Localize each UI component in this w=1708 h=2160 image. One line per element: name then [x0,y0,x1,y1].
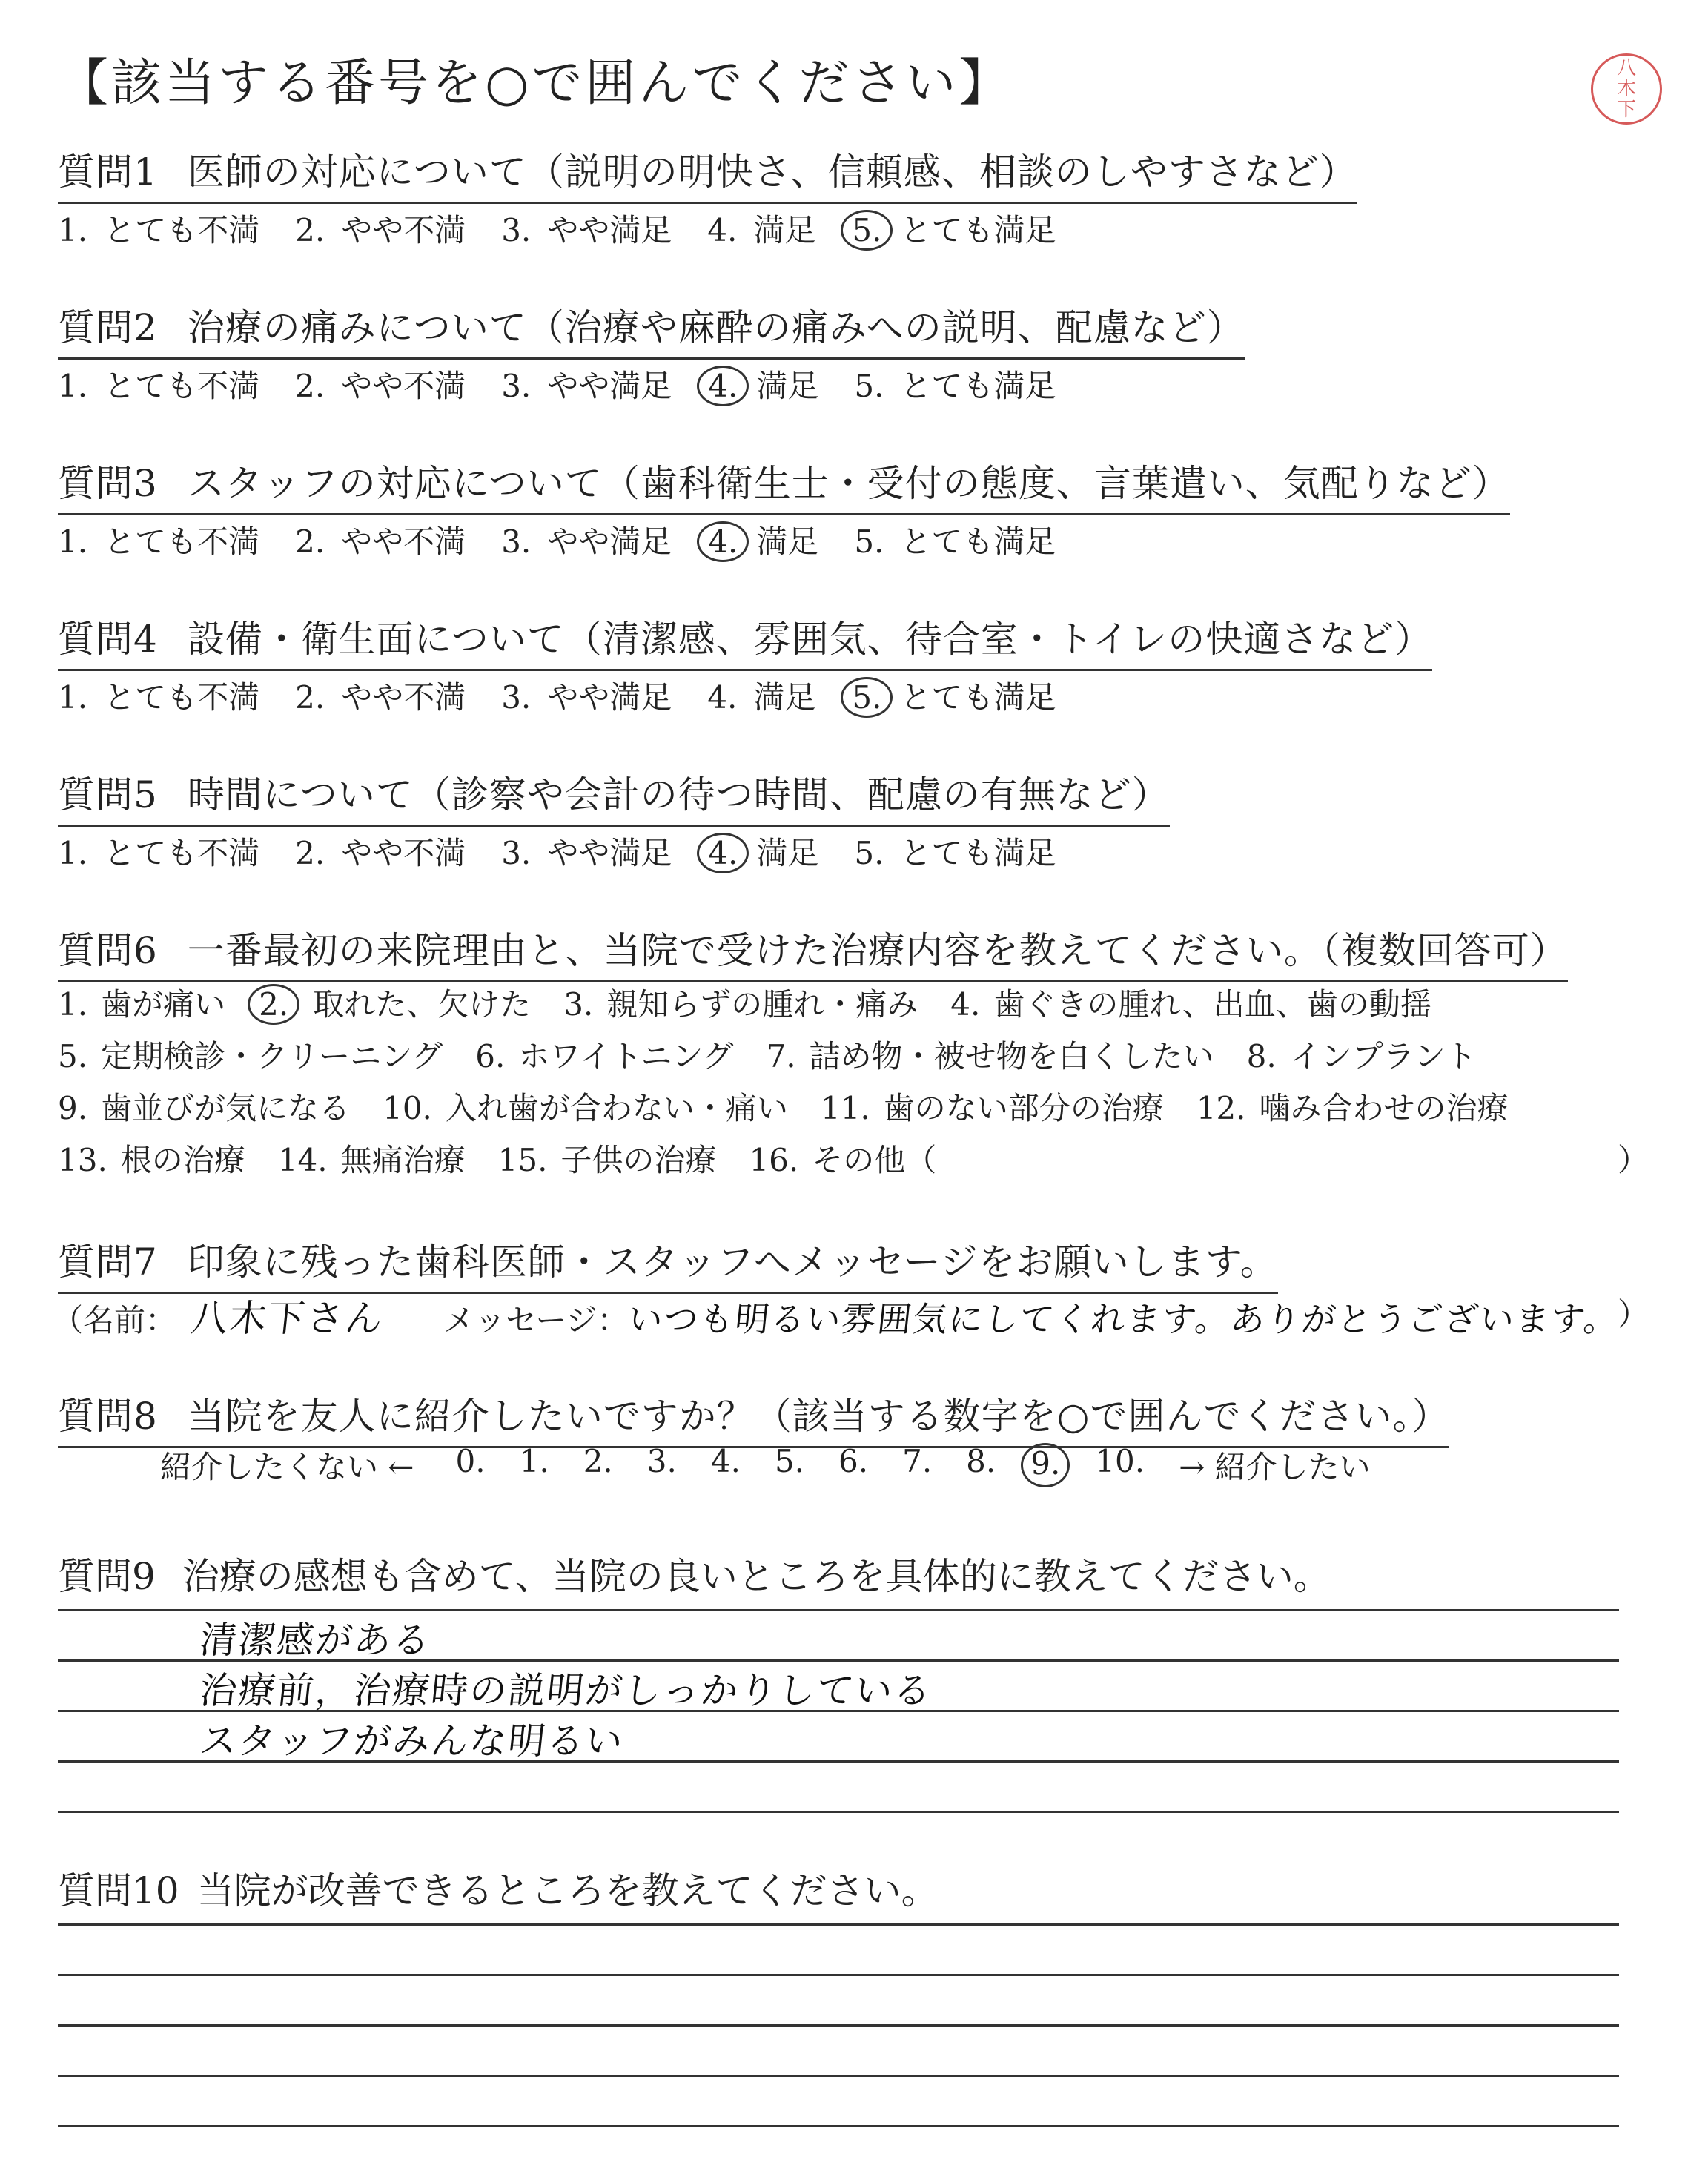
option[interactable]: 4. 満足 [707,212,816,248]
option[interactable]: 1. とても不満 [58,679,260,716]
name-label: （名前： [52,1302,177,1338]
question-4-heading [58,610,1432,671]
option-selected[interactable]: 4. 満足 [707,518,818,562]
question-5-options [58,829,1091,873]
question-text: 印象に残った歯科医師・スタッフへメッセージをお願いします。 [187,1241,1278,1284]
scale-option[interactable]: 2. [583,1443,613,1479]
scale-option[interactable]: 3. [646,1443,677,1479]
question-number: 質問9 [58,1555,156,1598]
scale-option[interactable]: 1. [519,1443,549,1479]
message-label: メッセージ： [443,1302,629,1338]
question-number: 質問8 [58,1395,158,1438]
scale-option[interactable]: 8. [966,1443,996,1479]
option[interactable]: 3. 親知らずの腫れ・痛み [563,986,918,1023]
option[interactable]: 5. とても満足 [854,368,1056,404]
option-selected[interactable]: 5. とても満足 [851,673,1056,718]
answer-line [58,2075,1619,2077]
option[interactable]: 14. 無痛治療 [277,1142,466,1178]
option[interactable]: 5. 定期検診・クリーニング [58,1038,443,1074]
question-number: 質問5 [58,773,158,816]
option[interactable]: 5. とても満足 [854,835,1056,871]
answer-line [58,2125,1619,2127]
option[interactable]: 2. やや不満 [295,212,466,248]
option[interactable]: 2. やや不満 [295,679,466,716]
question-number: 質問3 [58,462,158,505]
answer-text[interactable]: スタッフがみんな明るい [197,1720,626,1763]
question-2-heading [58,298,1245,360]
scale-option[interactable]: 6. [838,1443,869,1479]
question-text: 一番最初の来院理由と、当院で受けた治療内容を教えてください。（複数回答可） [187,929,1568,972]
question-3-options [58,518,1091,562]
question-6-row [58,1084,1541,1129]
scale-option[interactable]: 10. [1095,1443,1145,1479]
question-number: 質問10 [58,1869,179,1912]
option[interactable]: 9. 歯並びが気になる [58,1090,351,1126]
answer-line [58,1811,1619,1813]
question-text: 設備・衛生面について（清潔感、雰囲気、待合室・トイレの快適さなど） [187,618,1433,661]
question-number: 質問1 [58,151,158,194]
question-text: 治療の痛みについて（治療や麻酔の痛みへの説明、配慮など） [187,306,1245,349]
other-close-paren: ） [1618,1142,1649,1178]
question-number: 質問2 [58,306,158,349]
option[interactable]: 1. 歯が痛い [58,986,226,1023]
answer-text[interactable]: 治療前，治療時の説明がしっかりしている [197,1669,935,1712]
name-field[interactable]: 八木下さん [188,1297,386,1340]
option[interactable]: 11. 歯のない部分の治療 [820,1090,1164,1126]
answer-text[interactable]: 清潔感がある [197,1619,434,1662]
option-selected[interactable]: 4. 満足 [707,362,818,406]
question-text: 医師の対応について（説明の明快さ、信頼感、相談のしやすさなど） [187,151,1357,194]
option[interactable]: 2. やや不満 [295,368,466,404]
question-7-heading [58,1232,1278,1294]
question-4-options [58,673,1091,718]
scale-option[interactable]: 4. [710,1443,741,1479]
name-seal-stamp [1591,53,1662,125]
question-text: 時間について（診察や会計の待つ時間、配慮の有無など） [187,773,1170,816]
option[interactable]: 3. やや満足 [501,835,672,871]
page-title: 【該当する番号を○で囲んでください】 [58,54,1013,113]
option[interactable]: 1. とても不満 [58,835,260,871]
stamp-char: 下 [1616,99,1636,121]
question-9-heading [58,1547,1331,1600]
question-6-row [58,1136,969,1180]
option[interactable]: 2. やや不満 [295,524,466,560]
option[interactable]: 1. とても不満 [58,368,260,404]
answer-line [58,1974,1619,1976]
question-6-heading [58,921,1568,982]
question-6-row [58,1032,1509,1077]
option[interactable]: 3. やや満足 [501,524,672,560]
scale-option[interactable]: 0. [455,1443,486,1479]
question-text: 当院が改善できるところを教えてください。 [196,1869,939,1912]
option-selected[interactable]: 5. とても満足 [851,206,1056,251]
scale-option[interactable]: 7. [902,1443,933,1479]
option[interactable]: 8. インプラント [1246,1038,1477,1074]
question-number: 質問6 [58,929,158,972]
question-text: 当院を友人に紹介したいですか？（該当する数字を○で囲んでください。） [187,1395,1450,1438]
message-line [52,1289,1619,1342]
question-10-heading [58,1861,939,1915]
option[interactable]: 3. やや満足 [501,679,672,716]
option[interactable]: 15. 子供の治療 [497,1142,717,1178]
scale-left-label: 紹介したくない ← [160,1449,414,1485]
option[interactable]: 4. 歯ぐきの腫れ、出血、歯の動揺 [950,986,1431,1023]
question-1-heading [58,142,1357,204]
stamp-char: 木 [1616,78,1636,100]
option-selected[interactable]: 4. 満足 [707,829,818,873]
option[interactable]: 3. やや満足 [501,368,672,404]
answer-line [58,1923,1619,1926]
option-other[interactable]: 16. その他（ [749,1142,937,1178]
option[interactable]: 10. 入れ歯が合わない・痛い [383,1090,788,1126]
option[interactable]: 13. 根の治療 [58,1142,245,1178]
option[interactable]: 3. やや満足 [501,212,672,248]
answer-line [58,2024,1619,2027]
option[interactable]: 2. やや不満 [295,835,466,871]
scale-option[interactable]: 5. [774,1443,805,1479]
question-text: 治療の感想も含めて、当院の良いところを具体的に教えてください。 [182,1555,1331,1598]
option[interactable]: 6. ホワイトニング [475,1038,734,1074]
question-8-heading [58,1387,1449,1448]
question-6-row [58,980,1464,1025]
message-close-paren: ） [1618,1296,1649,1332]
option[interactable]: 5. とても満足 [854,524,1056,560]
recommend-scale [160,1443,1371,1487]
stamp-char: 八 [1616,57,1636,79]
option[interactable]: 4. 満足 [707,679,816,716]
scale-option-selected[interactable]: 9. [1021,1443,1070,1487]
question-text: スタッフの対応について（歯科衛生士・受付の態度、言葉遣い、気配りなど） [187,462,1510,505]
question-number: 質問4 [58,618,158,661]
question-3-heading [58,454,1510,515]
option-selected[interactable]: 2. 取れた、欠けた [258,980,531,1025]
question-1-options [58,206,1091,251]
message-field[interactable]: いつも明るい雰囲気にしてくれます。ありがとうございます。 [626,1299,1621,1339]
option[interactable]: 1. とても不満 [58,212,260,248]
option[interactable]: 1. とても不満 [58,524,260,560]
question-number: 質問7 [58,1241,158,1284]
option[interactable]: 12. 噛み合わせの治療 [1196,1090,1509,1126]
scale-right-label: → 紹介したい [1179,1449,1371,1485]
option[interactable]: 7. 詰め物・被せ物を白くしたい [766,1038,1214,1074]
question-2-options [58,362,1091,406]
question-5-heading [58,765,1170,827]
